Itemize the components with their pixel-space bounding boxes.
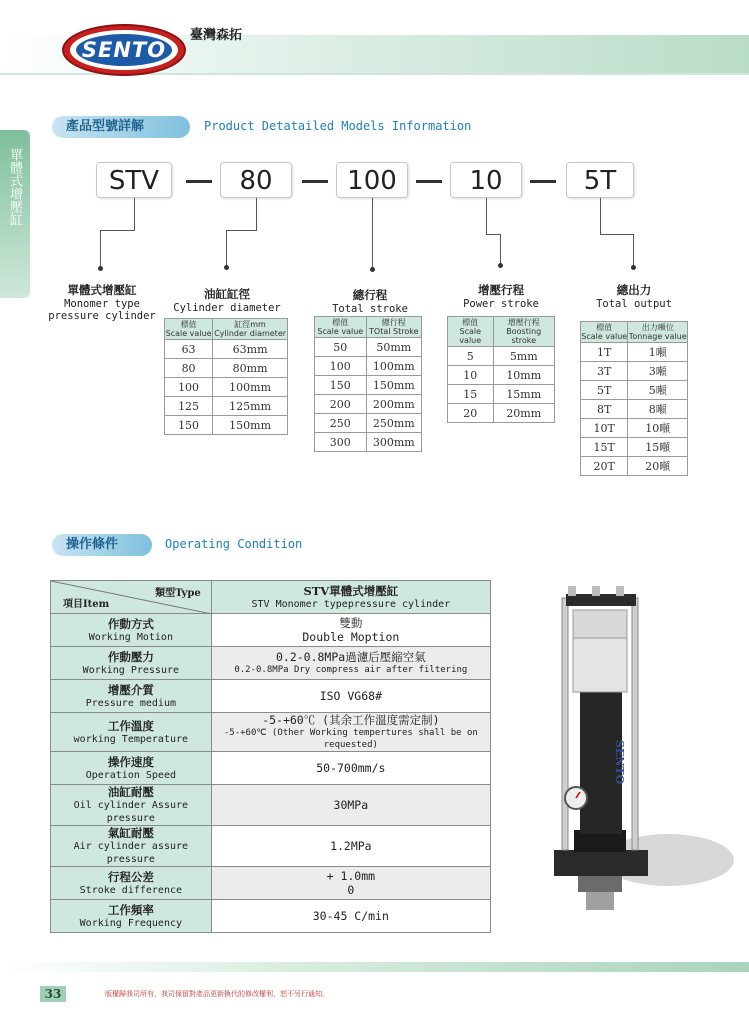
table-cell: 150mm xyxy=(213,416,288,435)
table-header xyxy=(581,322,628,343)
table-row xyxy=(315,376,422,395)
condition-item-en: Stroke difference xyxy=(79,884,183,896)
type-header-cn: STV單體式增壓缸 xyxy=(303,583,399,598)
model-code-dash xyxy=(530,180,556,183)
type-header xyxy=(211,581,490,614)
header-cn: 出力噸位 xyxy=(641,323,674,332)
condition-item-cn: 操作速度 xyxy=(107,754,154,769)
logo-text: SENTO xyxy=(76,34,172,66)
condition-item-en: Pressure medium xyxy=(85,697,176,709)
condition-row xyxy=(51,752,491,785)
condition-item xyxy=(51,752,212,785)
model-code-power-stroke: 10 xyxy=(450,162,522,198)
label-power-stroke xyxy=(446,282,556,310)
model-code-output: 5T xyxy=(566,162,634,198)
label-monomer-en2: pressure cylinder xyxy=(48,310,156,322)
condition-value xyxy=(211,785,490,826)
condition-item-cn: 增壓介質 xyxy=(107,682,154,697)
table-cell: 200mm xyxy=(366,395,421,414)
condition-item xyxy=(51,680,212,713)
table-cell: 15mm xyxy=(493,385,555,404)
condition-item-en: Operation Speed xyxy=(85,769,176,781)
condition-item-cn: 工作溫度 xyxy=(107,718,154,733)
connector-line xyxy=(486,198,487,234)
table-cell: 20 xyxy=(448,404,494,423)
header-en: Scale value xyxy=(459,327,482,345)
table-row xyxy=(448,366,555,385)
table-cell: 150 xyxy=(165,416,213,435)
condition-item-en: Working Frequency xyxy=(79,917,183,929)
table-cell: 100 xyxy=(165,378,213,397)
condition-item-cn: 工作頻率 xyxy=(107,902,154,917)
table-cell: 5T xyxy=(581,381,628,400)
condition-row xyxy=(51,647,491,680)
condition-row xyxy=(51,867,491,900)
model-code-dash xyxy=(302,180,328,183)
condition-item-cn: 作動方式 xyxy=(107,616,154,631)
table-cell: 50mm xyxy=(366,338,421,357)
condition-value-main: 雙動 xyxy=(339,616,363,630)
condition-value-sub: 0 xyxy=(347,883,355,897)
table-cell: 15噸 xyxy=(628,438,688,457)
table-cell: 10 xyxy=(448,366,494,385)
condition-item xyxy=(51,867,212,900)
connector-line xyxy=(372,198,373,268)
table-cell: 125mm xyxy=(213,397,288,416)
table-row xyxy=(581,362,688,381)
condition-item-cn: 行程公差 xyxy=(107,869,154,884)
header-en: TOtal Stroke xyxy=(369,327,419,336)
table-row xyxy=(315,338,422,357)
condition-value xyxy=(211,826,490,867)
connector-line xyxy=(500,234,501,264)
header-cn: 標值 xyxy=(332,318,349,327)
model-code-dash xyxy=(416,180,442,183)
corner-item-label: 項目Item xyxy=(63,599,110,610)
table-row xyxy=(581,400,688,419)
condition-value-sub: -5-+60℃ (Other Working tempertures shall be on requested) xyxy=(223,728,478,750)
label-total-stroke-en: Total stroke xyxy=(332,303,408,315)
header-en: Boosting stroke xyxy=(506,327,542,345)
condition-row xyxy=(51,900,491,933)
label-total-stroke xyxy=(318,287,422,315)
header-cn: 增壓行程 xyxy=(507,318,540,327)
table-cell: 10mm xyxy=(493,366,555,385)
table-corner xyxy=(51,581,212,614)
table-cell: 10噸 xyxy=(628,419,688,438)
product-image xyxy=(540,580,740,920)
table-operating-condition xyxy=(50,580,491,933)
connector-line xyxy=(226,230,227,266)
table-row xyxy=(165,359,288,378)
table-cell: 150mm xyxy=(366,376,421,395)
label-cylinder xyxy=(168,286,286,314)
corner-type-label: 類型Type xyxy=(155,588,201,599)
condition-item xyxy=(51,826,212,867)
label-power-stroke-en: Power stroke xyxy=(463,298,539,310)
table-row xyxy=(448,404,555,423)
condition-value-main: ISO VG68# xyxy=(319,689,382,703)
table-header xyxy=(628,322,688,343)
table-cell: 20噸 xyxy=(628,457,688,476)
table-cell: 5 xyxy=(448,347,494,366)
label-power-stroke-cn: 增壓行程 xyxy=(478,283,524,297)
table-power-stroke xyxy=(447,316,555,423)
product-label: SENTO xyxy=(613,740,626,785)
label-output xyxy=(580,282,688,310)
condition-item xyxy=(51,900,212,933)
header-en: Scale value xyxy=(317,327,364,336)
connector-line xyxy=(633,234,634,266)
condition-value xyxy=(211,752,490,785)
condition-value-main: 30-45 C/min xyxy=(312,909,389,923)
label-monomer xyxy=(44,282,160,322)
table-header xyxy=(213,319,288,340)
table-cell: 50 xyxy=(315,338,367,357)
condition-item-cn: 氣缸耐壓 xyxy=(107,826,154,840)
table-row xyxy=(448,347,555,366)
table-cell: 100 xyxy=(315,357,367,376)
table-cell: 1T xyxy=(581,343,628,362)
condition-value xyxy=(211,713,490,752)
connector-line xyxy=(100,230,101,267)
table-cell: 63 xyxy=(165,340,213,359)
condition-row xyxy=(51,785,491,826)
label-total-stroke-cn: 總行程 xyxy=(352,288,388,302)
header-en: Scale value xyxy=(581,332,628,341)
table-row xyxy=(315,357,422,376)
connector-line xyxy=(256,198,257,230)
condition-value-main: + 1.0mm xyxy=(326,869,376,883)
connector-line xyxy=(226,230,257,231)
header-cn: 總行程 xyxy=(381,318,406,327)
table-header xyxy=(448,317,494,347)
table-header xyxy=(366,317,421,338)
condition-item-cn: 油缸耐壓 xyxy=(107,785,154,799)
condition-item-cn: 作動壓力 xyxy=(107,649,154,664)
label-monomer-en: Monomer type xyxy=(64,298,140,310)
brand-name: 臺灣森拓 xyxy=(190,28,243,43)
table-cell: 150 xyxy=(315,376,367,395)
table-row xyxy=(581,381,688,400)
table-cell: 300 xyxy=(315,433,367,452)
footer-note: 版權歸我司所有，我司保留對產品更新換代的修改權利，恕不另行通知。 xyxy=(105,990,329,998)
footer-band xyxy=(0,962,749,972)
table-row xyxy=(165,340,288,359)
table-cell: 15T xyxy=(581,438,628,457)
header-en: Scale value xyxy=(165,329,212,338)
condition-value-main: 0.2-0.8MPa過濾后壓縮空氣 xyxy=(275,650,426,664)
section-subtitle-conditions: Operating Condition xyxy=(165,537,303,551)
connector-dot xyxy=(370,267,375,272)
model-code-diameter: 80 xyxy=(220,162,292,198)
model-code-dash xyxy=(186,180,212,183)
condition-value xyxy=(211,900,490,933)
table-cell: 3T xyxy=(581,362,628,381)
page-number: 33 xyxy=(40,986,66,1002)
table-cell: 250mm xyxy=(366,414,421,433)
condition-value xyxy=(211,680,490,713)
table-header xyxy=(493,317,555,347)
table-cylinder-diameter xyxy=(164,318,288,435)
condition-value-sub: Double Moption xyxy=(302,630,400,644)
condition-item xyxy=(51,785,212,826)
condition-value-sub: 0.2-0.8MPa Dry compress air after filtering xyxy=(234,665,468,675)
connector-dot xyxy=(631,265,636,270)
condition-row xyxy=(51,713,491,752)
table-cell: 80 xyxy=(165,359,213,378)
connector-dot xyxy=(224,265,229,270)
label-monomer-cn: 單體式增壓缸 xyxy=(67,283,137,297)
table-cell: 20mm xyxy=(493,404,555,423)
table-cell: 80mm xyxy=(213,359,288,378)
table-row xyxy=(581,457,688,476)
table-row xyxy=(448,385,555,404)
condition-value xyxy=(211,867,490,900)
table-row xyxy=(581,343,688,362)
header-en: Cylinder diameter xyxy=(214,329,287,338)
table-row xyxy=(165,416,288,435)
condition-row xyxy=(51,614,491,647)
condition-item-en: Air cylinder assure pressure xyxy=(73,841,189,865)
table-cell: 10T xyxy=(581,419,628,438)
table-header xyxy=(315,317,367,338)
connector-line xyxy=(134,198,135,230)
header-cn: 缸徑mm xyxy=(234,320,266,329)
condition-item xyxy=(51,647,212,680)
table-cell: 63mm xyxy=(213,340,288,359)
table-cell: 15 xyxy=(448,385,494,404)
table-row xyxy=(315,395,422,414)
condition-value-main: -5-+60℃ (其余工作溫度需定制) xyxy=(262,713,440,727)
connector-dot xyxy=(498,263,503,268)
label-output-cn: 總出力 xyxy=(616,283,652,297)
model-code-total-stroke: 100 xyxy=(336,162,408,198)
condition-item-en: Working Pressure xyxy=(82,664,179,676)
table-cell: 8噸 xyxy=(628,400,688,419)
table-total-stroke xyxy=(314,316,422,452)
condition-row xyxy=(51,680,491,713)
condition-item-en: working Temperature xyxy=(73,733,189,745)
condition-value xyxy=(211,614,490,647)
condition-item xyxy=(51,614,212,647)
table-cell: 8T xyxy=(581,400,628,419)
table-cell: 125 xyxy=(165,397,213,416)
table-cell: 20T xyxy=(581,457,628,476)
table-row xyxy=(315,433,422,452)
connector-line xyxy=(600,198,601,234)
condition-item-en: Oil cylinder Assure pressure xyxy=(73,800,189,824)
header-cn: 標值 xyxy=(462,318,479,327)
side-tab-label: 單體式增壓缸 xyxy=(7,148,22,226)
label-cylinder-en: Cylinder diameter xyxy=(173,302,281,314)
type-header-en: STV Monomer typepressure cylinder xyxy=(251,598,451,610)
section-title-models: 產品型號詳解 xyxy=(52,116,190,138)
table-cell: 200 xyxy=(315,395,367,414)
header-cn: 標值 xyxy=(596,323,613,332)
header-en: Tonnage value xyxy=(628,332,687,341)
table-cell: 100mm xyxy=(366,357,421,376)
table-row xyxy=(581,419,688,438)
label-output-en: Total output xyxy=(596,298,672,310)
connector-line xyxy=(600,234,633,235)
table-cell: 1噸 xyxy=(628,343,688,362)
condition-value-main: 1.2MPa xyxy=(330,839,372,853)
model-code-series: STV xyxy=(96,162,172,198)
table-header xyxy=(165,319,213,340)
connector-line xyxy=(486,234,500,235)
table-row xyxy=(165,397,288,416)
table-row xyxy=(315,414,422,433)
condition-item-en: Working Motion xyxy=(88,631,173,643)
table-cell: 3噸 xyxy=(628,362,688,381)
condition-value-main: 30MPa xyxy=(333,798,369,812)
section-subtitle-models: Product Detatailed Models Information xyxy=(204,119,472,133)
table-output xyxy=(580,321,688,476)
table-cell: 5mm xyxy=(493,347,555,366)
section-title-conditions: 操作條件 xyxy=(52,534,152,556)
label-cylinder-cn: 油缸缸徑 xyxy=(204,287,250,301)
connector-line xyxy=(100,230,135,231)
condition-value xyxy=(211,647,490,680)
header-cn: 標值 xyxy=(180,320,197,329)
table-cell: 5噸 xyxy=(628,381,688,400)
table-row xyxy=(581,438,688,457)
table-row xyxy=(165,378,288,397)
condition-row xyxy=(51,826,491,867)
table-cell: 100mm xyxy=(213,378,288,397)
condition-value-main: 50-700mm/s xyxy=(316,761,386,775)
condition-item xyxy=(51,713,212,752)
table-cell: 300mm xyxy=(366,433,421,452)
table-cell: 250 xyxy=(315,414,367,433)
connector-dot xyxy=(98,266,103,271)
